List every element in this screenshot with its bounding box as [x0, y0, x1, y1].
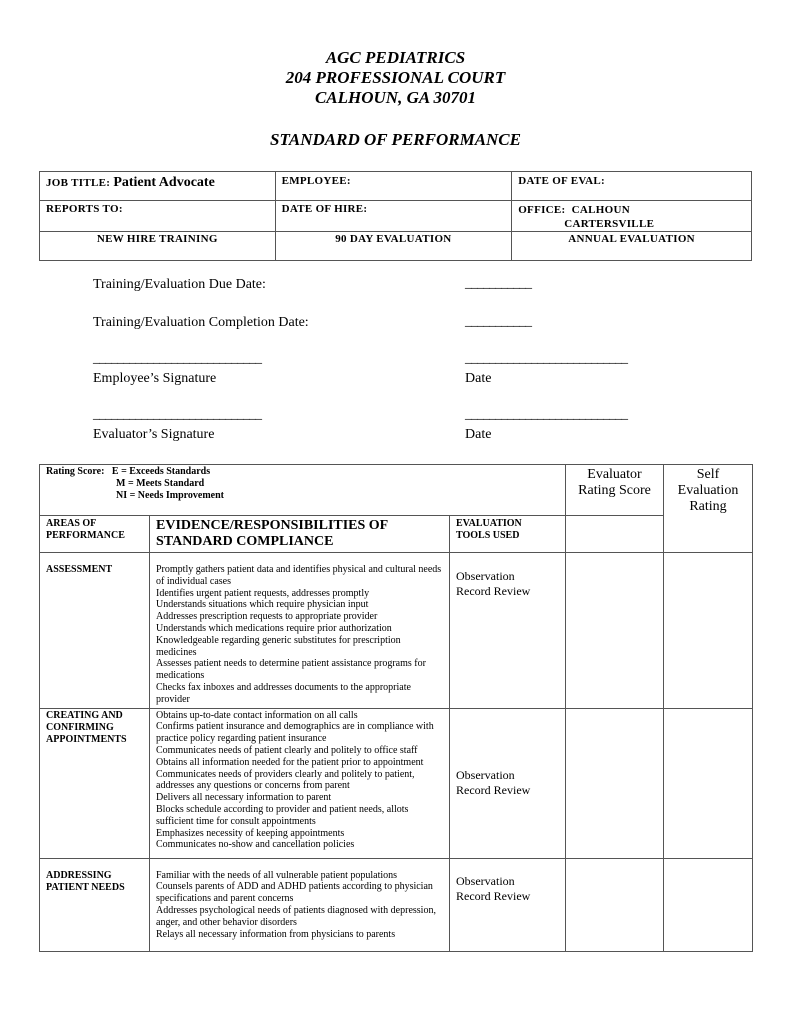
responsibilities-patient-needs: [150, 858, 450, 951]
list-item: Relays all necessary information from physicians to parents: [156, 928, 396, 940]
reports-to-label: REPORTS TO:: [46, 203, 123, 215]
area-appointments-line3: APPOINTMENTS: [46, 733, 127, 745]
evaluator-signature-line: ____________________________: [93, 407, 261, 422]
evaluator-header-line2: Rating Score: [578, 483, 651, 498]
ninety-day-evaluation: 90 DAY EVALUATION: [275, 232, 512, 261]
due-date-field: ___________: [465, 276, 531, 291]
employee-date-line: ___________________________: [465, 351, 627, 366]
rating-m: M = Meets Standard: [116, 478, 205, 489]
area-appointments: [40, 708, 150, 858]
list-item: Assesses patient needs to determine patient assistance programs for medications: [156, 658, 426, 682]
area-patient-needs-line2: PATIENT NEEDS: [46, 881, 125, 893]
new-hire-training: NEW HIRE TRAINING: [40, 232, 276, 261]
area-appointments-line2: CONFIRMING: [46, 721, 114, 733]
employee-label: EMPLOYEE:: [281, 175, 351, 187]
areas-header-line1: AREAS OF: [46, 518, 97, 529]
area-appointments-line1: CREATING AND: [46, 709, 123, 721]
self-rating-cell[interactable]: [664, 708, 753, 858]
practice-address: 204 PROFESSIONAL COURT: [285, 68, 506, 87]
evidence-header: [150, 516, 450, 553]
annual-evaluation: ANNUAL EVALUATION: [512, 232, 752, 261]
list-item: Addresses prescription requests to appropriate provider: [156, 611, 378, 623]
areas-header-line2: PERFORMANCE: [46, 530, 125, 541]
date-of-hire-label: DATE OF HIRE:: [281, 203, 368, 215]
performance-table: [39, 464, 753, 952]
list-item: Emphasizes necessity of keeping appointments: [156, 827, 345, 839]
rating-score-legend: [40, 465, 566, 516]
list-item: Communicates no-show and cancellation policies: [156, 839, 355, 851]
list-item: Familiar with the needs of all vulnerable patient populations: [156, 869, 398, 881]
office-calhoun: CALHOUN: [571, 204, 630, 216]
practice-name: AGC PEDIATRICS: [325, 48, 466, 67]
area-assessment: [40, 553, 150, 709]
table-row: [40, 708, 753, 858]
evaluator-rating-subheader: [566, 516, 664, 553]
rating-ni: NI = Needs Improvement: [116, 490, 225, 501]
completion-date-label: Training/Evaluation Completion Date:: [93, 315, 309, 330]
list-item: Identifies urgent patient requests, addresses promptly: [156, 587, 370, 599]
table-row: [40, 553, 753, 709]
date-of-hire-cell: [275, 201, 512, 232]
self-header-line2: Evaluation: [677, 483, 739, 498]
employee-cell: [275, 172, 512, 201]
office-label: OFFICE:: [518, 204, 566, 216]
list-item: Understands which medications require prior authorization: [156, 622, 392, 634]
tools-header-line2: TOOLS USED: [456, 530, 520, 541]
area-assessment-line1: ASSESSMENT: [46, 564, 113, 575]
employee-signature-line: ____________________________: [93, 351, 261, 366]
reports-to-cell: [40, 201, 276, 232]
tools-header-line1: EVALUATION: [456, 518, 522, 529]
evidence-header-line2: STANDARD COMPLIANCE: [156, 534, 334, 549]
tools-header: [450, 516, 566, 553]
job-title-cell: [40, 172, 276, 201]
list-item: Communicates needs of providers clearly and politely to patient, addresses any questions or concerns from parent: [156, 768, 415, 792]
self-rating-cell[interactable]: [664, 553, 753, 709]
tool-record-review: Record Review: [456, 888, 531, 903]
evaluator-score-cell[interactable]: [566, 708, 664, 858]
list-item: Confirms patient insurance and demographics are in compliance with practice policy regarding patient insurance: [156, 721, 434, 745]
area-patient-needs-line1: ADDRESSING: [46, 869, 112, 881]
evaluator-date-label: Date: [465, 427, 492, 442]
self-evaluation-header: [664, 465, 753, 553]
evaluator-rating-header: [566, 465, 664, 516]
completion-date-field: ___________: [465, 314, 531, 329]
list-item: Delivers all necessary information to parent: [156, 792, 332, 804]
table-row: [40, 858, 753, 951]
tool-observation: Observation: [456, 768, 515, 783]
due-date-label: Training/Evaluation Due Date:: [93, 277, 266, 292]
date-of-eval-label: DATE OF EVAL:: [518, 175, 606, 187]
date-of-eval-cell: [512, 172, 752, 201]
tools-appointments: [450, 708, 566, 858]
office-cartersville: CARTERSVILLE: [564, 218, 655, 230]
evaluator-date-line: ___________________________: [465, 407, 627, 422]
list-item: Promptly gathers patient data and identifies physical and cultural needs of individual cases: [156, 564, 442, 587]
list-item: Checks fax inboxes and addresses documents to the appropriate provider: [156, 681, 411, 705]
job-title-value: Patient Advocate: [113, 175, 215, 190]
list-item: Counsels parents of ADD and ADHD patients according to physician specifications and parent concerns: [156, 881, 433, 905]
tool-record-review: Record Review: [456, 584, 531, 598]
tool-record-review: Record Review: [456, 783, 531, 798]
office-cell: [512, 201, 752, 232]
self-header-line1: Self: [696, 467, 720, 482]
tool-observation: Observation: [456, 873, 515, 888]
responsibilities-assessment: [150, 553, 450, 709]
list-item: Knowledgeable regarding generic substitutes for prescription medicines: [156, 634, 401, 658]
list-item: Blocks schedule according to provider and patient needs, allots sufficient time for consult appointments: [156, 803, 409, 827]
tools-patient-needs: [450, 858, 566, 951]
areas-header: [40, 516, 150, 553]
evaluator-score-cell[interactable]: [566, 553, 664, 709]
list-item: Obtains up-to-date contact information on all calls: [156, 709, 358, 721]
employee-date-label: Date: [465, 371, 492, 386]
job-title-label: JOB TITLE:: [46, 177, 111, 189]
employee-signature-label: Employee’s Signature: [93, 371, 217, 386]
area-patient-needs: [40, 858, 150, 951]
employee-info-table: [39, 171, 752, 261]
evaluator-header-line1: Evaluator: [587, 467, 642, 482]
evaluator-signature-label: Evaluator’s Signature: [93, 427, 215, 442]
evaluator-score-cell[interactable]: [566, 858, 664, 951]
document-title: STANDARD OF PERFORMANCE: [270, 130, 521, 149]
tool-observation: Observation: [456, 569, 515, 583]
tools-assessment: [450, 553, 566, 709]
responsibilities-appointments: [150, 708, 450, 858]
practice-city: CALHOUN, GA 30701: [314, 88, 477, 107]
self-rating-cell[interactable]: [664, 858, 753, 951]
self-header-line3: Rating: [689, 499, 727, 514]
rating-e: E = Exceeds Standards: [111, 466, 211, 477]
list-item: Addresses psychological needs of patients diagnosed with depression, anger, and other behavior disorders: [156, 904, 436, 928]
list-item: Understands situations which require physician input: [156, 599, 369, 611]
list-item: Communicates needs of patient clearly and politely to office staff: [156, 744, 418, 756]
rating-score-label: Rating Score:: [46, 466, 105, 477]
list-item: Obtains all information needed for the patient prior to appointment: [156, 756, 424, 768]
evidence-header-line1: EVIDENCE/RESPONSIBILITIES OF: [156, 518, 389, 533]
